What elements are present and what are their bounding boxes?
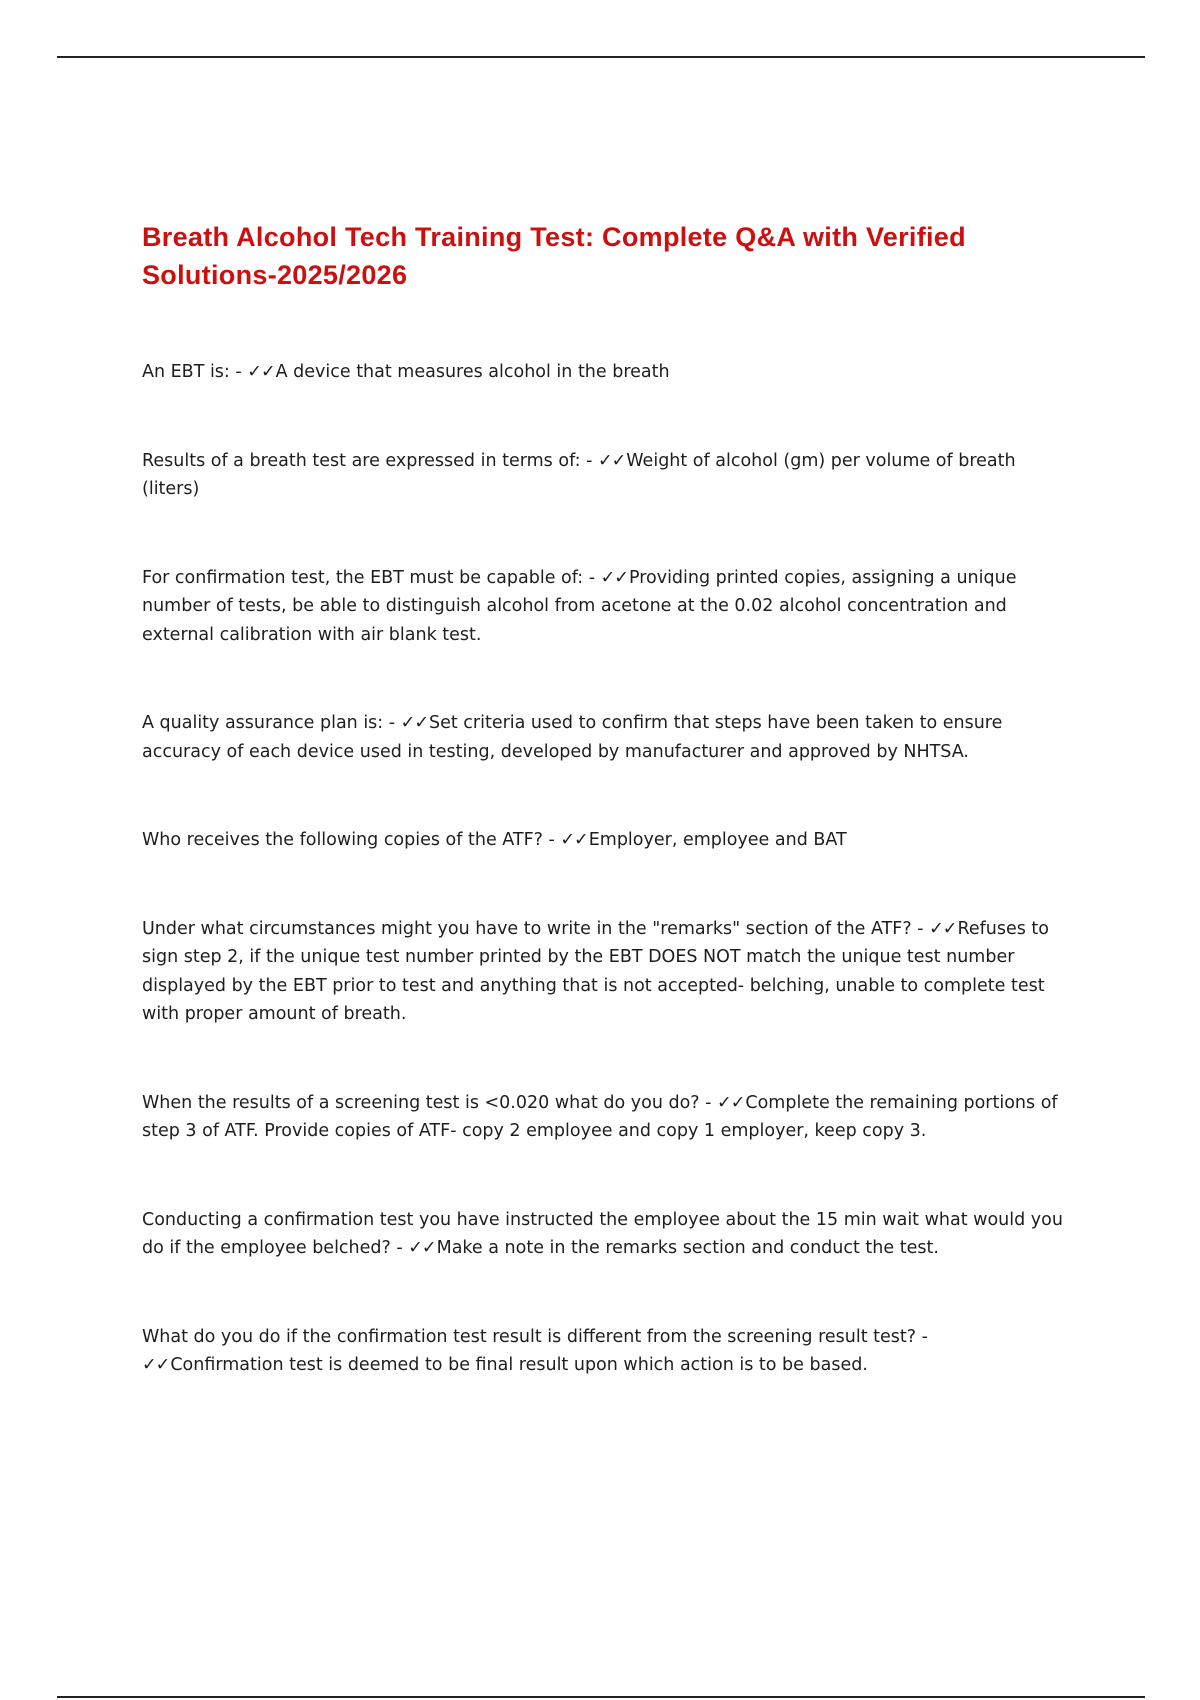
separator: - [911, 918, 930, 939]
double-check-icon: ✓✓ [400, 713, 428, 733]
qa-item [142, 826, 1072, 855]
question-text: An EBT is: [142, 362, 230, 382]
qa-item [142, 1089, 1072, 1146]
question-text: When the results of a screening test is <0.020 what do you do? [142, 1092, 700, 1113]
qa-item [142, 709, 1072, 766]
answer-text: Weight of alcohol (gm) per volume of breath (liters) [142, 450, 1016, 499]
double-check-icon: ✓✓ [560, 830, 588, 850]
separator: - [229, 362, 248, 382]
double-check-icon: ✓✓ [717, 1092, 745, 1113]
question-text: What do you do if the confirmation test result is different from the screening result test? [142, 1326, 917, 1347]
qa-list [142, 358, 1072, 1380]
top-rule [57, 56, 1145, 58]
question-text: A quality assurance plan is: [142, 713, 384, 733]
qa-item [142, 915, 1072, 1029]
separator: - [580, 450, 598, 471]
double-check-icon: ✓✓ [408, 1238, 436, 1258]
bottom-rule [57, 1696, 1145, 1698]
answer-text: Refuses to sign step 2, if the unique test number printed by the EBT DOES NOT match the unique test number displayed by the EBT prior to test and anything that is not accepted- belching, unable to complete test with proper amount of breath. [142, 918, 1049, 1024]
question-text: Results of a breath test are expressed in terms of: [142, 450, 581, 471]
question-text: Under what circumstances might you have to write in the "remarks" section of the ATF? [142, 918, 912, 939]
qa-item [142, 358, 1072, 387]
double-check-icon: ✓✓ [600, 567, 628, 588]
double-check-icon: ✓✓ [247, 362, 275, 382]
answer-text: Complete the remaining portions of step 3 of ATF. Provide copies of ATF- copy 2 employee and copy 1 employer, keep copy 3. [142, 1092, 1058, 1141]
answer-text: Providing printed copies, assigning a unique number of tests, be able to distinguish alcohol from acetone at the 0.02 alcohol concentration and external calibration with air blank test. [142, 567, 1017, 645]
document-body [142, 218, 1072, 1440]
answer-text: Make a note in the remarks section and conduct the test. [436, 1238, 939, 1258]
separator: - [390, 1238, 409, 1258]
document-title: Breath Alcohol Tech Training Test: Complete Q&A with Verified Solutions-2025/2026 [142, 222, 966, 290]
qa-item [142, 1206, 1072, 1263]
answer-text: A device that measures alcohol in the breath [275, 362, 670, 382]
question-text: Who receives the following copies of the ATF? [142, 830, 543, 850]
double-check-icon: ✓✓ [142, 1355, 170, 1375]
answer-text: Set criteria used to confirm that steps have been taken to ensure accuracy of each device used in testing, developed by manufacturer and approved by NHTSA. [142, 713, 1003, 762]
answer-text: Confirmation test is deemed to be final result upon which action is to be based. [170, 1355, 868, 1375]
question-text: For confirmation test, the EBT must be capable of: [142, 567, 584, 588]
separator: - [916, 1326, 928, 1347]
double-check-icon: ✓✓ [597, 450, 626, 471]
qa-item [142, 564, 1072, 650]
separator: - [583, 567, 601, 588]
separator: - [699, 1092, 718, 1113]
separator: - [383, 713, 401, 733]
double-check-icon: ✓✓ [929, 918, 957, 939]
question-text: Conducting a confirmation test you have instructed the employee about the 15 min wait what would you do if the employee belched? [142, 1209, 1063, 1258]
answer-text: Employer, employee and BAT [588, 830, 847, 850]
separator: - [542, 830, 561, 850]
qa-item [142, 447, 1072, 504]
qa-item [142, 1323, 1072, 1380]
